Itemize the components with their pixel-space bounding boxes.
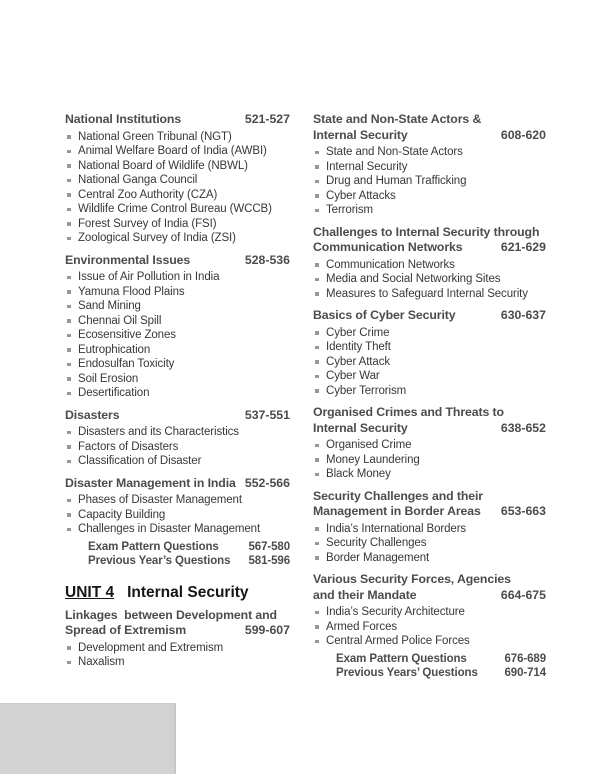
list-item — [313, 340, 546, 355]
list-item — [65, 372, 290, 387]
list-item-label: Ecosensitive Zones — [78, 329, 176, 341]
section-item-list — [65, 493, 290, 537]
list-item-label: Chennai Oil Spill — [78, 314, 162, 327]
section-title: Management in Border Areas — [313, 504, 481, 518]
section-heading-line — [313, 308, 546, 324]
toc-section — [65, 608, 290, 670]
list-item-label: Eutrophication — [78, 343, 151, 356]
list-item — [65, 130, 290, 145]
list-item-label: Terrorism — [326, 204, 374, 216]
bullet-icon — [67, 150, 71, 154]
list-item-label: National Green Tribunal (NGT) — [78, 130, 232, 143]
section-item-list — [65, 641, 290, 670]
section-title: Internal Security — [313, 127, 408, 142]
list-item-label: National Ganga Council — [78, 174, 198, 186]
list-item-label: Communication Networks — [326, 258, 455, 271]
section-item-list — [313, 145, 546, 218]
bullet-icon — [315, 263, 319, 267]
toc-content — [65, 112, 546, 687]
list-item — [65, 188, 290, 203]
list-item — [313, 467, 546, 482]
list-item — [313, 258, 546, 273]
bullet-icon — [315, 209, 319, 213]
section-page-range: 528-536 — [244, 252, 290, 267]
section-heading-line — [313, 225, 546, 241]
list-item — [313, 605, 546, 620]
list-item — [313, 272, 546, 287]
list-item-label: Money Laundering — [326, 453, 420, 466]
section-item-list — [313, 258, 546, 302]
section-title: Communication Networks — [313, 240, 463, 254]
extra-page-range: 690-714 — [504, 666, 546, 679]
list-item — [65, 270, 290, 285]
list-item — [313, 189, 546, 204]
section-page-range: 608-620 — [500, 127, 546, 142]
section-page-range: 664-675 — [500, 587, 546, 602]
section-heading-line — [313, 405, 546, 421]
section-extras — [313, 652, 546, 680]
list-item-label: Internal Security — [326, 160, 408, 173]
bullet-icon — [67, 237, 71, 241]
bullet-icon — [67, 135, 71, 139]
bullet-icon — [67, 179, 71, 183]
section-item-list — [313, 438, 546, 482]
extra-row — [65, 554, 290, 568]
extra-row — [65, 540, 290, 554]
bullet-icon — [315, 458, 319, 462]
bullet-icon — [315, 640, 319, 644]
list-item — [313, 384, 546, 399]
section-page-range: 630-637 — [500, 308, 546, 322]
toc-section — [313, 225, 546, 302]
list-item — [65, 357, 290, 372]
list-item-label: Classification of Disaster — [78, 455, 202, 467]
section-title: Linkages between Development and — [65, 607, 277, 622]
list-item — [65, 425, 290, 440]
bullet-icon — [315, 194, 319, 198]
section-item-list — [313, 522, 546, 566]
section-heading-line — [313, 504, 546, 520]
list-item — [65, 159, 290, 174]
section-title: Spread of Extremism — [65, 623, 187, 637]
section-heading-line — [65, 253, 290, 269]
section-title: Security Challenges and their — [313, 488, 483, 503]
section-heading-line — [313, 572, 546, 588]
bullet-icon — [315, 278, 319, 282]
list-item — [313, 326, 546, 341]
section-heading-line — [313, 128, 546, 144]
list-item — [313, 287, 546, 302]
list-item-label: Naxalism — [78, 656, 125, 668]
toc-section — [313, 112, 546, 218]
section-title: Challenges to Internal Security through — [313, 224, 540, 239]
section-page-range: 653-663 — [500, 504, 546, 518]
bullet-icon — [67, 305, 71, 309]
bullet-icon — [67, 499, 71, 503]
section-title: Environmental Issues — [65, 252, 191, 267]
section-page-range: 621-629 — [500, 240, 546, 254]
bullet-icon — [67, 319, 71, 323]
bullet-icon — [315, 346, 319, 350]
list-item — [65, 328, 290, 343]
unit-label: UNIT 4 — [65, 583, 115, 601]
list-item-label: Development and Extremism — [78, 641, 224, 654]
list-item-label: Cyber Crime — [326, 326, 390, 339]
toc-section — [313, 489, 546, 566]
list-item-label: Desertification — [78, 387, 150, 399]
list-item — [313, 522, 546, 537]
bullet-icon — [67, 392, 71, 396]
section-title: Basics of Cyber Security — [313, 308, 456, 322]
bullet-icon — [67, 164, 71, 168]
list-item — [313, 203, 546, 218]
list-item-label: Forest Survey of India (FSI) — [78, 217, 217, 230]
section-title: and their Mandate — [313, 587, 417, 602]
list-item-label: Issue of Air Pollution in India — [78, 271, 220, 283]
bullet-icon — [67, 276, 71, 280]
toc-column-left — [65, 112, 290, 687]
list-item-label: Capacity Building — [78, 508, 166, 521]
list-item — [65, 522, 290, 537]
list-item — [65, 173, 290, 188]
bullet-icon — [315, 527, 319, 531]
bullet-icon — [67, 513, 71, 517]
list-item-label: Security Challenges — [326, 537, 427, 549]
list-item — [65, 343, 290, 358]
toc-section — [313, 572, 546, 680]
bullet-icon — [67, 445, 71, 449]
list-item — [65, 655, 290, 670]
list-item — [65, 314, 290, 329]
bullet-icon — [67, 377, 71, 381]
list-item-label: Phases of Disaster Management — [78, 494, 242, 506]
extra-row — [313, 666, 546, 680]
section-heading-line — [65, 408, 290, 424]
bullet-icon — [315, 444, 319, 448]
list-item — [313, 620, 546, 635]
section-heading-line — [65, 623, 290, 639]
section-title: State and Non-State Actors & — [313, 112, 482, 126]
bullet-icon — [67, 528, 71, 532]
list-item — [313, 634, 546, 649]
list-item-label: National Board of Wildlife (NBWL) — [78, 159, 248, 172]
section-page-range: 521-527 — [244, 112, 290, 126]
section-heading-line — [313, 489, 546, 505]
section-item-list — [65, 130, 290, 246]
extra-label: Exam Pattern Questions — [336, 652, 467, 665]
extra-label: Exam Pattern Questions — [88, 540, 219, 553]
list-item — [65, 231, 290, 246]
bullet-icon — [67, 646, 71, 650]
list-item — [65, 285, 290, 300]
list-item-label: Black Money — [326, 468, 391, 480]
list-item — [313, 369, 546, 384]
list-item — [313, 438, 546, 453]
list-item-label: Central Zoo Authority (CZA) — [78, 188, 218, 201]
bullet-icon — [67, 460, 71, 464]
bullet-icon — [315, 542, 319, 546]
list-item — [65, 217, 290, 232]
extra-label: Previous Years’ Questions — [336, 666, 478, 679]
section-item-list — [65, 425, 290, 469]
bullet-icon — [67, 290, 71, 294]
section-title: Internal Security — [313, 420, 408, 435]
section-title: Organised Crimes and Threats to — [313, 405, 504, 419]
list-item-label: Central Armed Police Forces — [326, 635, 470, 647]
list-item-label: Identity Theft — [326, 341, 391, 353]
toc-section — [65, 476, 290, 568]
list-item-label: Drug and Human Trafficking — [326, 175, 467, 187]
section-extras — [65, 540, 290, 568]
list-item-label: Challenges in Disaster Management — [78, 523, 261, 535]
bullet-icon — [315, 375, 319, 379]
list-item-label: Cyber War — [326, 370, 380, 382]
bullet-icon — [315, 165, 319, 169]
bullet-icon — [67, 193, 71, 197]
section-heading-line — [313, 421, 546, 437]
toc-column-right — [313, 112, 546, 687]
list-item — [65, 202, 290, 217]
section-heading-line — [65, 112, 290, 128]
section-page-range: 552-566 — [244, 475, 290, 490]
list-item — [313, 160, 546, 175]
list-item-label: Cyber Terrorism — [326, 384, 407, 397]
list-item — [313, 551, 546, 566]
bullet-icon — [315, 625, 319, 629]
list-item-label: Measures to Safeguard Internal Security — [326, 287, 528, 300]
list-item-label: Border Management — [326, 551, 430, 564]
section-page-range: 599-607 — [244, 623, 290, 637]
list-item-label: Wildlife Crime Control Bureau (WCCB) — [78, 203, 272, 215]
section-title: Disasters — [65, 407, 120, 422]
bullet-icon — [315, 292, 319, 296]
list-item-label: Cyber Attacks — [326, 189, 396, 202]
section-title: National Institutions — [65, 112, 182, 126]
bullet-icon — [67, 222, 71, 226]
list-item — [65, 508, 290, 523]
list-item — [313, 536, 546, 551]
list-item-label: Organised Crime — [326, 439, 412, 451]
extra-page-range: 581-596 — [248, 554, 290, 567]
list-item-label: India’s International Borders — [326, 522, 467, 535]
toc-section — [65, 408, 290, 469]
section-heading-line — [65, 476, 290, 492]
list-item — [313, 174, 546, 189]
list-item — [313, 453, 546, 468]
bullet-icon — [315, 331, 319, 335]
section-heading-line — [313, 240, 546, 256]
list-item — [65, 493, 290, 508]
list-item-label: Armed Forces — [326, 620, 398, 633]
list-item-label: Factors of Disasters — [78, 440, 179, 453]
bullet-icon — [67, 334, 71, 338]
list-item-label: Sand Mining — [78, 300, 141, 312]
list-item — [65, 144, 290, 159]
extra-label: Previous Year’s Questions — [88, 554, 231, 567]
extra-page-range: 676-689 — [504, 652, 546, 665]
unit-title: Internal Security — [127, 583, 249, 601]
section-item-list — [313, 605, 546, 649]
bullet-icon — [315, 473, 319, 477]
list-item — [65, 440, 290, 455]
list-item — [313, 145, 546, 160]
bullet-icon — [315, 389, 319, 393]
list-item — [65, 454, 290, 469]
unit-heading — [65, 584, 290, 602]
list-item-label: Zoological Survey of India (ZSI) — [78, 232, 236, 244]
list-item-label: Media and Social Networking Sites — [326, 273, 501, 285]
list-item — [313, 355, 546, 370]
toc-section — [313, 308, 546, 398]
section-title: Various Security Forces, Agencies — [313, 572, 511, 586]
list-item — [65, 386, 290, 401]
section-page-range: 537-551 — [244, 407, 290, 422]
list-item-label: Yamuna Flood Plains — [78, 285, 185, 298]
section-item-list — [65, 270, 290, 401]
bullet-icon — [315, 151, 319, 155]
extra-row — [313, 652, 546, 666]
toc-section — [313, 405, 546, 482]
bullet-icon — [67, 348, 71, 352]
list-item-label: Disasters and its Characteristics — [78, 426, 239, 438]
section-heading-line — [313, 112, 546, 128]
bullet-icon — [315, 180, 319, 184]
section-heading-line — [313, 588, 546, 604]
scan-page-edge — [0, 703, 176, 774]
section-item-list — [313, 326, 546, 399]
extra-page-range: 567-580 — [248, 540, 290, 553]
section-page-range: 638-652 — [500, 420, 546, 435]
bullet-icon — [315, 360, 319, 364]
list-item-label: Soil Erosion — [78, 372, 139, 385]
list-item — [65, 641, 290, 656]
list-item — [65, 299, 290, 314]
toc-section — [65, 112, 290, 246]
list-item-label: Animal Welfare Board of India (AWBI) — [78, 145, 267, 157]
section-heading-line — [65, 608, 290, 624]
bullet-icon — [315, 556, 319, 560]
list-item-label: Cyber Attack — [326, 355, 390, 368]
toc-section — [65, 253, 290, 401]
list-item-label: State and Non-State Actors — [326, 146, 463, 158]
bullet-icon — [67, 363, 71, 367]
list-item-label: India’s Security Architecture — [326, 606, 465, 618]
section-title: Disaster Management in India — [65, 475, 236, 490]
bullet-icon — [315, 611, 319, 615]
list-item-label: Endosulfan Toxicity — [78, 358, 175, 370]
bullet-icon — [67, 431, 71, 435]
bullet-icon — [67, 661, 71, 665]
bullet-icon — [67, 208, 71, 212]
